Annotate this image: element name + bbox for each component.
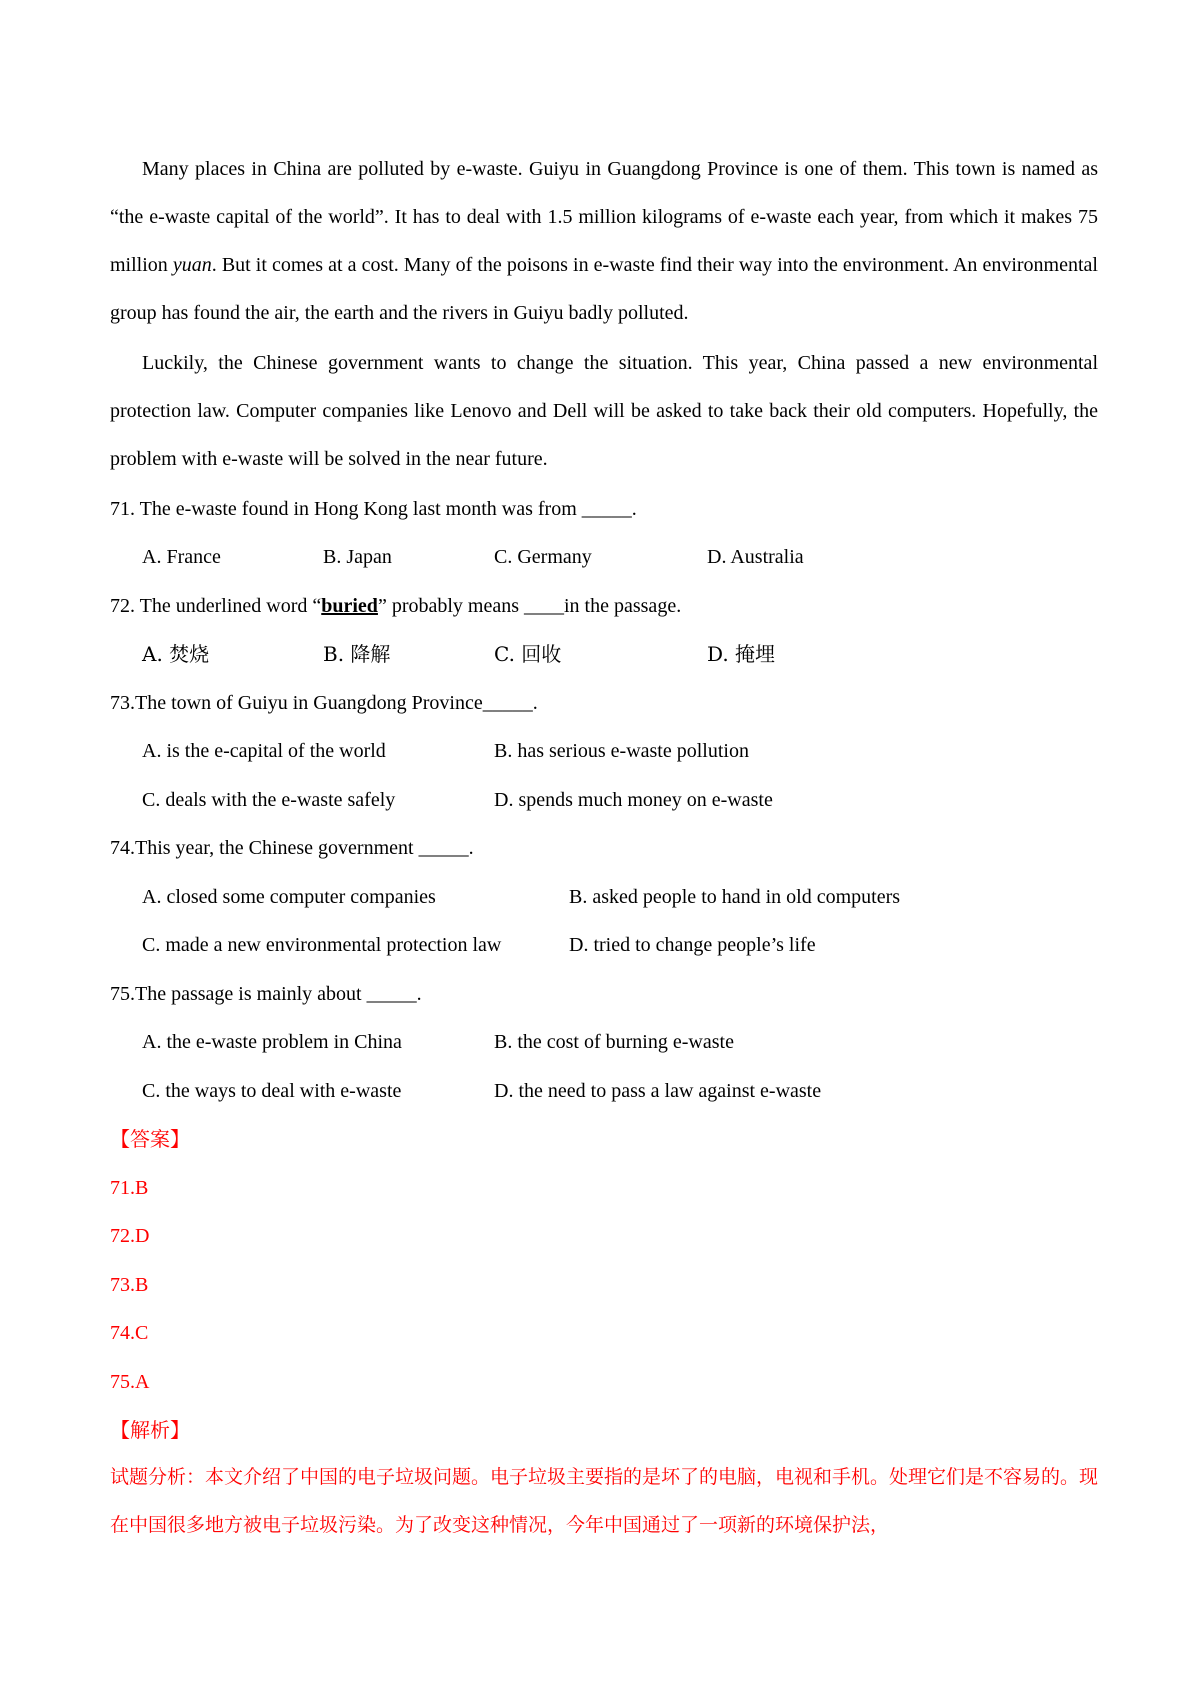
question-72-option-d: D. 掩埋 xyxy=(707,642,776,666)
answer-item: 71.B xyxy=(110,1177,149,1199)
question-74-option-c: C. made a new environmental protection law xyxy=(142,934,502,956)
answer-heading: 【答案】 xyxy=(110,1127,190,1151)
passage-p1-italic-yuan: yuan xyxy=(172,254,212,276)
question-75-option-b: B. the cost of burning e-waste xyxy=(494,1031,734,1053)
underlined-word-buried: buried xyxy=(321,595,378,617)
question-72-option-c: C. 回收 xyxy=(494,642,562,666)
answer-item: 75.A xyxy=(110,1371,150,1393)
answer-item: 73.B xyxy=(110,1274,149,1296)
question-74-option-a: A. closed some computer companies xyxy=(142,886,436,908)
question-75-stem: 75.The passage is mainly about _____. xyxy=(110,983,422,1005)
question-71-option-d: D. Australia xyxy=(707,546,804,568)
question-73-stem: 73.The town of Guiyu in Guangdong Province_____. xyxy=(110,692,538,714)
analysis-heading: 【解析】 xyxy=(110,1418,190,1442)
question-73-option-d: D. spends much money on e-waste xyxy=(494,789,773,811)
question-71-option-a: A. France xyxy=(142,546,221,568)
analysis-text: 试题分析：本文介绍了中国的电子垃圾问题。电子垃圾主要指的是坏了的电脑，电视和手机。处理它们是不容易的。现在中国很多地方被电子垃圾污染。为了改变这种情况，今年中国通过了一项新的环境保护法， xyxy=(110,1466,1099,1536)
question-71-option-c: C. Germany xyxy=(494,546,592,568)
question-72-stem xyxy=(110,582,681,630)
question-75-option-d: D. the need to pass a law against e-waste xyxy=(494,1080,822,1102)
question-74-stem: 74.This year, the Chinese government _____. xyxy=(110,837,474,859)
passage-p1-text-a: Many places in China are polluted by e-waste. Guiyu in Guangdong Province is one of them. This town is named as “the e-waste capital of the world”. It has to deal with 1.5 million kilograms of e-waste each year, from which it makes 75 million xyxy=(110,158,1098,276)
question-72-option-a: A. 焚烧 xyxy=(142,642,210,666)
passage-paragraph-2: Luckily, the Chinese government wants to change the situation. This year, China passed a new environmental protection law. Computer companies like Lenovo and Dell will be asked to take back their old computers. Hopefully, the problem with e-waste will be solved in the near future. xyxy=(110,352,1098,470)
question-73-option-c: C. deals with the e-waste safely xyxy=(142,789,396,811)
question-73-option-b: B. has serious e-waste pollution xyxy=(494,740,749,762)
question-75-option-c: C. the ways to deal with e-waste xyxy=(142,1080,402,1102)
passage-paragraph-1 xyxy=(110,145,1098,337)
question-72-stem-post: ” probably means ____in the passage. xyxy=(377,595,682,617)
question-71-stem: 71. The e-waste found in Hong Kong last month was from _____. xyxy=(110,498,637,520)
question-72-stem-pre: 72. The underlined word “ xyxy=(110,595,322,617)
question-74-option-b: B. asked people to hand in old computers xyxy=(569,886,901,908)
question-71-option-b: B. Japan xyxy=(323,546,392,568)
question-74-option-d: D. tried to change people’s life xyxy=(569,934,816,956)
question-75-option-a: A. the e-waste problem in China xyxy=(142,1031,402,1053)
question-73-option-a: A. is the e-capital of the world xyxy=(142,740,386,762)
answer-item: 72.D xyxy=(110,1225,150,1247)
answer-item: 74.C xyxy=(110,1322,149,1344)
question-72-option-b: B. 降解 xyxy=(323,642,391,666)
passage-p1-text-b: . But it comes at a cost. Many of the poisons in e-waste find their way into the environment. An environmental group has found the air, the earth and the rivers in Guiyu badly polluted. xyxy=(110,254,1098,324)
